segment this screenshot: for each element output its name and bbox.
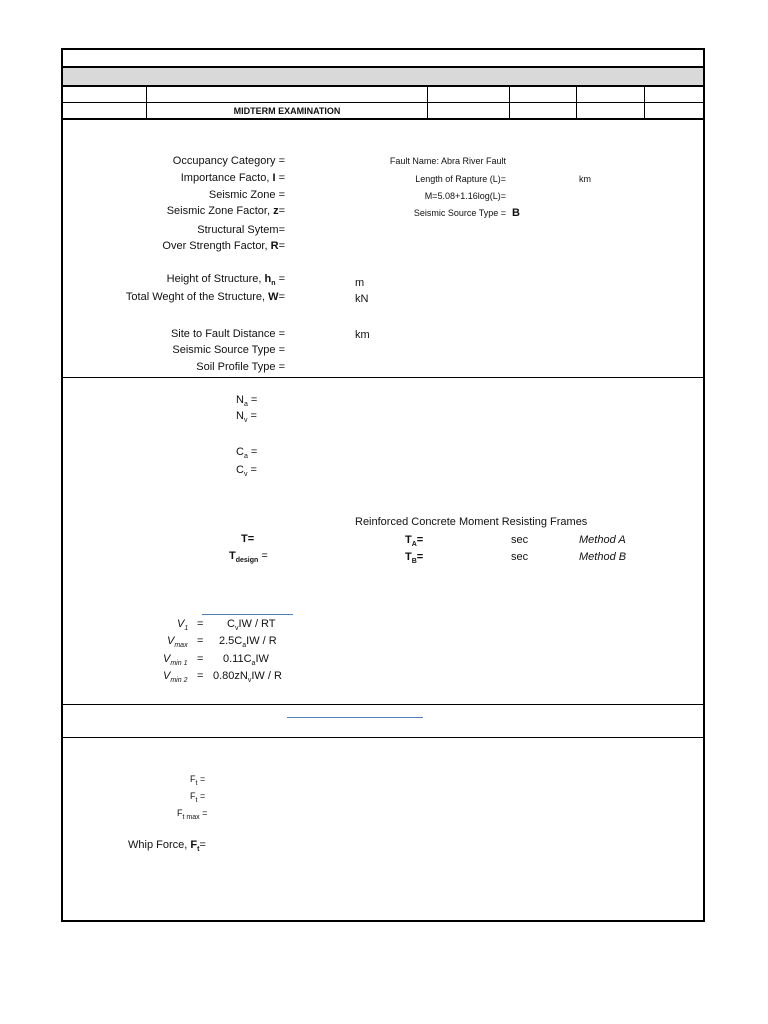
cv-label: $C_v$ = bbox=[236, 464, 257, 479]
ca-label: $C_a$ = bbox=[236, 446, 258, 461]
header-rule-middle bbox=[63, 102, 703, 103]
soil-profile-type-label: Soil Profile Type = bbox=[196, 361, 285, 373]
vmin1-equals: = bbox=[197, 653, 204, 665]
vmin1-symbol: $V_{min 1}$ bbox=[163, 653, 188, 668]
ft-max-label: $F_{t max}$ = bbox=[177, 808, 208, 821]
header-grey-bar bbox=[63, 68, 703, 85]
header-col-divider-2 bbox=[427, 85, 428, 119]
exam-sheet bbox=[61, 48, 705, 922]
overstrength-factor-label: Over Strength Factor, R= bbox=[162, 240, 285, 252]
zone-factor-label: Seismic Zone Factor, z= bbox=[166, 205, 285, 217]
t-label: T= bbox=[241, 533, 255, 545]
tb-label: $T_B=$ bbox=[405, 551, 424, 566]
v1-symbol: $V_1$ bbox=[177, 618, 189, 633]
vmin2-symbol: $V_{min 2}$ bbox=[163, 670, 188, 685]
weight-unit: kN bbox=[355, 293, 369, 305]
fault-source-type-label: Seismic Source Type = bbox=[413, 208, 506, 218]
seismic-zone-label: Seismic Zone = bbox=[208, 189, 285, 201]
tb-unit: sec bbox=[511, 551, 529, 563]
t-design-label: $T_{design}$ = bbox=[229, 550, 268, 565]
ta-label: $T_A=$ bbox=[405, 534, 424, 549]
header-col-divider-4 bbox=[576, 85, 577, 119]
site-distance-unit: km bbox=[355, 329, 370, 341]
vmax-symbol: $V_{max}$ bbox=[167, 635, 188, 650]
nv-label: $N_v$ = bbox=[236, 410, 257, 425]
section-divider-3 bbox=[63, 737, 703, 738]
header-col-divider-3 bbox=[509, 85, 510, 119]
weight-label: Total Weght of the Structure, W= bbox=[125, 291, 285, 303]
middle-band-blue-line bbox=[287, 717, 423, 718]
header-rule-bar-bottom bbox=[63, 85, 703, 87]
section-divider-1 bbox=[63, 377, 703, 378]
ft1-label: $F_t$ = bbox=[190, 774, 206, 787]
structural-system-label: Structural Sytem= bbox=[197, 224, 285, 236]
ft2-label: $F_t$ = bbox=[190, 791, 206, 804]
vmax-equals: = bbox=[197, 635, 204, 647]
magnitude-formula: M=5.08+1.16log(L)= bbox=[424, 191, 506, 201]
occupancy-category-label: Occupancy Category = bbox=[172, 155, 285, 167]
seismic-source-type-label: Seismic Source Type = bbox=[172, 344, 285, 356]
base-shear-blue-line bbox=[202, 614, 293, 615]
vmax-formula: $2.5C_aIW$ / R bbox=[219, 635, 277, 650]
exam-title: MIDTERM EXAMINATION bbox=[233, 106, 341, 116]
vmin2-equals: = bbox=[197, 670, 204, 682]
vmin1-formula: $0.11C_aIW$ bbox=[223, 653, 269, 668]
section-divider-2 bbox=[63, 704, 703, 705]
fault-source-type-value: B bbox=[512, 207, 520, 219]
v1-formula: $C_vIW$ / RT bbox=[227, 618, 276, 633]
ta-unit: sec bbox=[511, 534, 529, 546]
na-label: $N_a$ = bbox=[236, 394, 258, 409]
height-unit: m bbox=[355, 277, 365, 289]
length-unit: km bbox=[579, 174, 591, 184]
header-rule-bottom bbox=[63, 118, 703, 120]
vmin2-formula: $0.80zN_vIW$ / R bbox=[213, 670, 282, 685]
v1-equals: = bbox=[197, 618, 204, 630]
height-label: Height of Structure, $h_n$ = bbox=[166, 273, 285, 288]
whip-force-label: Whip Force, $F_t=$ bbox=[128, 839, 206, 854]
fault-name-label: Fault Name: Abra River Fault bbox=[389, 156, 506, 166]
method-a-label: Method A bbox=[579, 534, 626, 546]
site-distance-label: Site to Fault Distance = bbox=[170, 328, 285, 340]
frame-type-label: Reinforced Concrete Moment Resisting Frames bbox=[355, 516, 588, 528]
header-col-divider-5 bbox=[644, 85, 645, 119]
importance-factor-label: Importance Facto, I = bbox=[180, 172, 285, 184]
length-of-rupture-label: Length of Rapture (L)= bbox=[415, 174, 506, 184]
method-b-label: Method B bbox=[579, 551, 627, 563]
